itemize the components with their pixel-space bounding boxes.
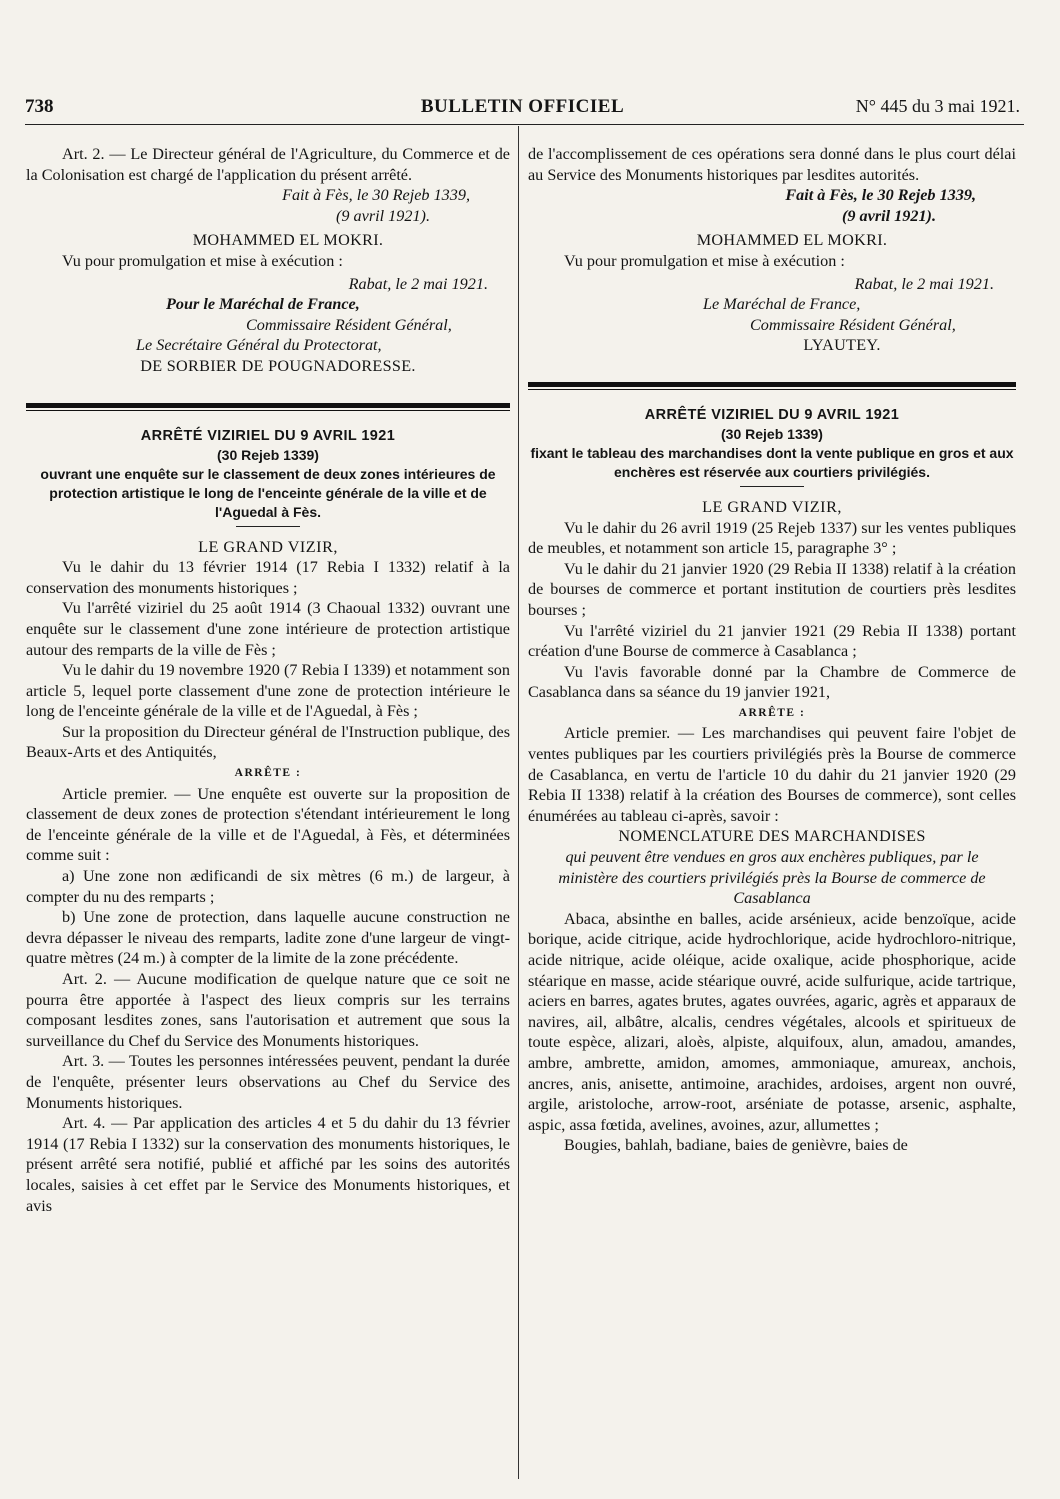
article-premier: Article premier. — Une enquête est ouverte sur la proposition de classement de deux zones de protection s'étendant intérieurement le long de l'enceinte générale de la ville et de l'Aguedal, à Fès, et déterminées comme suit : <box>26 784 510 865</box>
short-rule <box>740 486 804 487</box>
column-divider <box>518 126 519 1479</box>
article-premier-a: a) Une zone non ædificandi de six mètres (6 m.) de largeur, à compter du nu des remparts ; <box>26 867 510 906</box>
grand-vizir-heading: LE GRAND VIZIR, <box>198 537 338 556</box>
considerant-3: Vu le dahir du 19 novembre 1920 (7 Rebia I 1339) et notamment son article 5, lequel porte classement d'une zone de protection intérieure le long de l'enceinte générale de la ville et de l'Aguedal, à Fès ; <box>26 661 510 721</box>
arrete-heading: ARRÊTE : <box>234 767 302 780</box>
article-3: Art. 3. — Toutes les personnes intéressées peuvent, pendant la durée de l'enquête, présenter leurs observations au Chef du Service des Monuments historiques. <box>26 1052 510 1112</box>
nomenclature-heading: NOMENCLATURE DES MARCHANDISES <box>618 827 926 846</box>
signing-date-gregorian: (9 avril 1921). <box>842 206 936 225</box>
section-separator <box>26 403 510 411</box>
signing-place-date: Fait à Fès, le 30 Rejeb 1339, <box>785 186 976 205</box>
considerant-2: Vu l'arrêté viziriel du 25 août 1914 (3 Chaoual 1332) ouvrant une enquête sur le classement d'une zone intérieure de protection artistique autour des remparts de la ville de Fès ; <box>26 599 510 659</box>
decree-subject: ouvrant une enquête sur le classement de deux zones intérieures de protection artistique le long de l'enceinte générale de la ville et de l'Aguedal à Fès. <box>40 465 496 520</box>
grand-vizir-heading: LE GRAND VIZIR, <box>702 497 842 516</box>
merchandise-list-b: Bougies, bahlah, badiane, baies de genièvre, baies de <box>564 1136 908 1155</box>
marshal-line: Le Maréchal de France, <box>703 295 861 314</box>
article-4: Art. 4. — Par application des articles 4 et 5 du dahir du 13 février 1914 (17 Rebia I 1332) sur la conservation des monuments historiques, le présent arrêté sera notifié, publié et affiché par les soins des autorités locales, saisies à cet effet par le Service des Monuments historiques, et avis <box>26 1114 510 1215</box>
promulgation-line: Vu pour promulgation et mise à exécution : <box>62 251 343 270</box>
nomenclature-subheading: qui peuvent être vendues en gros aux enchères publiques, par le ministère des courtiers privilégiés près la Bourse de commerce de Casablanca <box>558 848 986 908</box>
considerant-4: Vu l'avis favorable donné par la Chambre de Commerce de Casablanca dans sa séance du 19 janvier 1921, <box>528 662 1016 702</box>
signatory-name: MOHAMMED EL MOKRI. <box>696 231 888 250</box>
signing-place-date: Fait à Fès, le 30 Rejeb 1339, <box>282 186 470 205</box>
decree-hijri-date: (30 Rejeb 1339) <box>217 446 319 463</box>
decree-hijri-date: (30 Rejeb 1339) <box>721 425 823 442</box>
promulgation-date: Rabat, le 2 mai 1921. <box>854 274 994 293</box>
header-rule <box>25 124 1024 125</box>
resident-general-line: Commissaire Résident Général, <box>750 315 956 334</box>
resident-general-line: Commissaire Résident Général, <box>246 315 452 334</box>
marshal-line: Pour le Maréchal de France, <box>166 295 360 314</box>
short-rule <box>236 526 300 527</box>
decree-title: ARRÊTÉ VIZIRIEL DU 9 AVRIL 1921 <box>644 406 900 423</box>
left-column <box>26 144 510 1216</box>
considerant-4: Sur la proposition du Directeur général de l'Instruction publique, des Beaux-Arts et des Antiquités, <box>26 722 510 762</box>
publication-title: BULLETIN OFFICIEL <box>420 96 625 117</box>
decree-subject: fixant le tableau des marchandises dont la vente publique en gros et aux enchères est réservée aux courtiers privilégiés. <box>530 444 1014 480</box>
considerant-2: Vu le dahir du 21 janvier 1920 (29 Rebia II 1338) relatif à la création de bourses de commerce et portant institution de courtiers près lesdites bourses ; <box>528 559 1016 619</box>
merchandise-list-a: Abaca, absinthe en balles, acide arsénieux, acide benzoïque, acide borique, acide citrique, acide hydrochlorique, acide hydrochloro-nitrique, acide nitrique, acide oléique, acide oxalique, acide phosphorique, acide stéarique en masse, acide stéarique ouvré, acide sulfurique, acide tartrique, aciers en barres, agates brutes, agates ouvrées, agaric, agrès et apparaux de navires, ail, albâtre, alcalis, cendres végétales, alcools et spiritueux de toute espèce, alizari, aloès, alpiste, alquifoux, alun, amadou, amandes, ambre, ambrette, amidon, amomes, ammoniaque, amureax, anchois, ancres, anis, anisette, antimoine, arachides, ardoises, argent non ouvré, argile, aristoloche, arrow-root, arséniate de potasse, arsenic, asphalte, aspic, assa fœtida, avelines, avoines, azur, allumettes ; <box>528 909 1016 1134</box>
article-premier-b: b) Une zone de protection, dans laquelle aucune construction ne devra dépasser le niveau des remparts, ladite zone d'une largeur de vingt-quatre mètres (24 m.) à compter de la limite de la zone précédente. <box>26 908 510 968</box>
article-2-previous: Art. 2. — Le Directeur général de l'Agriculture, du Commerce et de la Colonisation est chargé de l'application du présent arrêté. <box>26 145 510 184</box>
considerant-3: Vu l'arrêté viziriel du 21 janvier 1921 (29 Rebia II 1338) portant création d'une Bourse de commerce à Casablanca ; <box>528 621 1016 661</box>
considerant-1: Vu le dahir du 13 février 1914 (17 Rebia I 1332) relatif à la conservation des monuments historiques ; <box>26 558 510 597</box>
secretary-general-line: Le Secrétaire Général du Protectorat, <box>136 336 382 355</box>
secretary-signature: DE SORBIER DE POUGNADORESSE. <box>140 356 416 375</box>
decree-title: ARRÊTÉ VIZIRIEL DU 9 AVRIL 1921 <box>140 427 396 444</box>
right-column <box>528 144 1016 1156</box>
arrete-heading: ARRÊTE : <box>738 706 806 719</box>
article-4-continued: de l'accomplissement de ces opérations sera donné dans le plus court délai au Service des Monuments historiques par lesdites autorités. <box>528 145 1016 184</box>
lyautey-signature: LYAUTEY. <box>803 336 881 355</box>
article-premier: Article premier. — Les marchandises qui peuvent faire l'objet de ventes publiques par les courtiers privilégiés près la Bourse de commerce de Casablanca, en vertu de l'article 10 du dahir du 21 janvier 1920 (29 Rebia II 1338) relatif à la création des Bourses de commerce), sont celles énumérées au tableau ci-après, savoir : <box>528 724 1016 825</box>
page-number: 738 <box>25 96 54 117</box>
signing-date-gregorian: (9 avril 1921). <box>336 206 430 225</box>
considerant-1: Vu le dahir du 26 avril 1919 (25 Rejeb 1337) sur les ventes publiques de meubles, et notamment son article 15, paragraphe 3° ; <box>528 518 1016 558</box>
signatory-name: MOHAMMED EL MOKRI. <box>192 231 384 250</box>
article-2: Art. 2. — Aucune modification de quelque nature que ce soit ne pourra être apportée à l'aspect des lieux compris sur les terrains composant lesdites zones, sans l'autorisation et autrement que sous la surveillance du Chef du Service des Monuments historiques. <box>26 970 510 1050</box>
section-separator <box>528 382 1016 390</box>
promulgation-date: Rabat, le 2 mai 1921. <box>348 274 488 293</box>
promulgation-line: Vu pour promulgation et mise à exécution : <box>564 251 845 270</box>
issue-number: N° 445 du 3 mai 1921. <box>855 96 1020 116</box>
